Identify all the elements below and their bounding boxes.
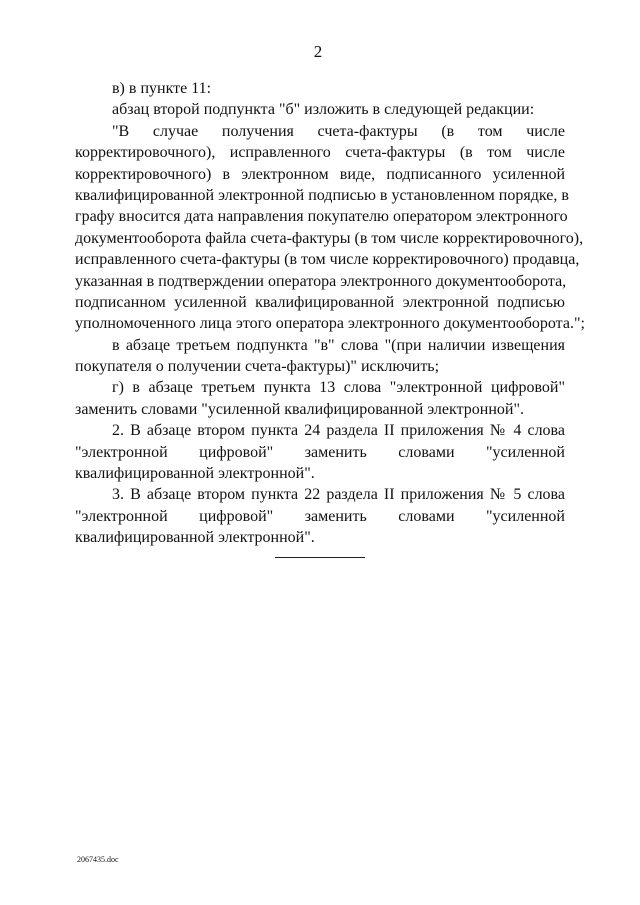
text-line: заменить словами "усиленной квалифицированной электронной". [75,400,524,418]
text-line: квалифицированной электронной подписью в установленном порядке, в [75,186,569,204]
text-line: указанная в подтверждении оператора электронного документооборота, [75,272,567,290]
paragraph [75,121,585,335]
text-line: квалифицированной электронной". [75,465,315,483]
text-line: в абзаце третьем подпункта "в" слова "(при наличии извещения [112,336,565,354]
text-line: в) в пункте 11: [112,80,212,97]
text-line: исправленного счета-фактуры (в том числе корректировочного) продавца, [75,251,580,269]
paragraph [75,78,565,99]
footer-filename: 2067435.doc [77,855,119,864]
text-line: 3. В абзаце втором пункта 22 раздела II приложения № 5 слова [112,486,565,504]
document-body [75,78,585,549]
text-line: подписанном усиленной квалифицированной электронной подписью [75,293,565,311]
text-line: графу вносится дата направления покупателю оператором электронного [75,208,568,226]
text-line: абзац второй подпункта "б" изложить в следующей редакции: [112,101,535,119]
page-number: 2 [313,42,323,61]
text-line: "В случае получения счета-фактуры (в том числе [112,122,565,140]
paragraph [75,99,565,120]
text-line: г) в абзаце третьем пункта 13 слова "электронной цифровой" [112,379,565,397]
paragraph [75,377,565,420]
text-line: "электронной цифровой" заменить словами "усиленной [75,507,565,525]
text-line: квалифицированной электронной". [75,529,315,547]
text-line: покупателя о получении счета-фактуры)" исключить; [75,358,440,376]
paragraph [75,420,565,484]
end-divider [275,557,365,558]
text-line: уполномоченного лица этого оператора электронного документооборота."; [75,315,585,333]
paragraph [75,484,565,548]
text-line: "электронной цифровой" заменить словами "усиленной [75,443,565,461]
text-line: 2. В абзаце втором пункта 24 раздела II приложения № 4 слова [112,422,565,440]
text-line: корректировочного) в электронном виде, подписанного усиленной [75,165,565,183]
text-line: корректировочного), исправленного счета-фактуры (в том числе [75,144,565,162]
text-line: документооборота файла счета-фактуры (в том числе корректировочного), [75,229,584,247]
paragraph [75,335,565,378]
